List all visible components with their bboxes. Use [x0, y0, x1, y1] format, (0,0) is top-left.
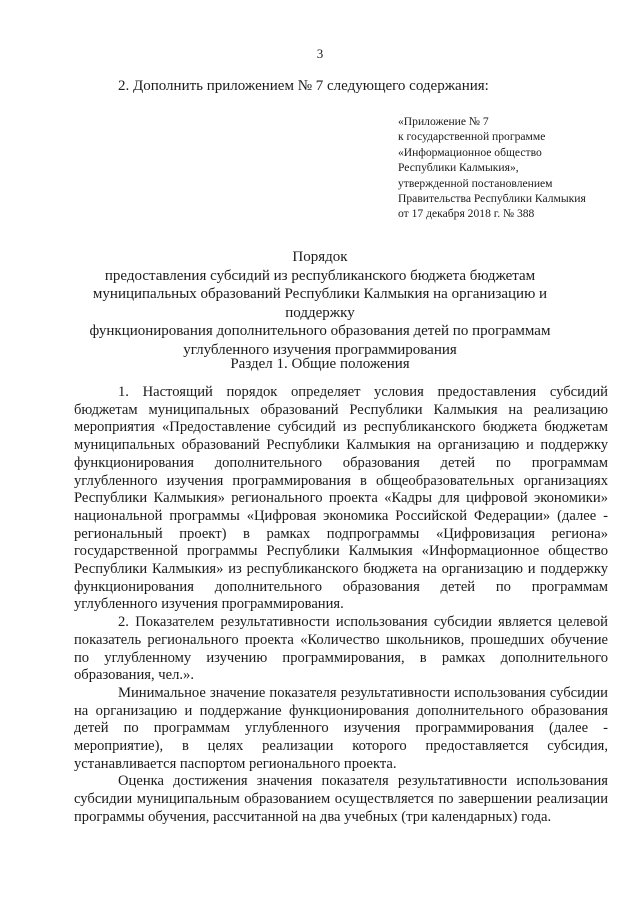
paragraph-2: 2. Показателем результативности использования субсидии является целевой показатель регионального проекта «Количество школьников, прошедших обучение по углубленному изучению программирования, в рамках дополнительного образования, чел.».: [74, 614, 608, 684]
annex-line: утвержденной постановлением: [398, 176, 553, 190]
annex-line: «Приложение № 7: [398, 115, 489, 128]
document-title-block: [60, 248, 580, 359]
page-number: 3: [316, 46, 324, 61]
annex-line: к государственной программе: [398, 130, 546, 144]
document-subtitle-line: предоставления субсидий из республиканского бюджета бюджетам: [104, 267, 536, 284]
document-subtitle-line: углубленного изучения программирования: [183, 341, 457, 358]
paragraph-4: Оценка достижения значения показателя результативности использования субсидии муниципальным образованием осуществляется по завершении реализации программы обучения, рассчитанной на два учебных (три календарных) года.: [74, 773, 608, 825]
body-text: [74, 384, 608, 827]
annex-line: «Информационное общество: [398, 145, 542, 159]
document-title: Порядок: [292, 249, 348, 265]
document-subtitle-line: муниципальных образований Республики Калмыкия на организацию и поддержку: [92, 286, 548, 321]
annex-header: [398, 114, 586, 222]
section-title: Раздел 1. Общие положения: [230, 356, 410, 372]
annex-line: от 17 декабря 2018 г. № 388: [398, 207, 535, 221]
paragraph-3: Минимальное значение показателя результативности использования субсидии на организацию и поддержание функционирования дополнительного образования детей по программам углубленного изучения программирования (далее - мероприятие), в целях реализации которого предоставляется субсидия, устанавливается паспортом регионального проекта.: [74, 684, 608, 772]
annex-line: Республики Калмыкия»,: [398, 161, 519, 175]
annex-line: Правительства Республики Калмыкия: [398, 192, 586, 206]
amendment-line: 2. Дополнить приложением № 7 следующего содержания:: [118, 78, 489, 94]
document-subtitle-line: функционирования дополнительного образования детей по программам: [89, 323, 551, 339]
paragraph-1: 1. Настоящий порядок определяет условия предоставления субсидий бюджетам муниципальных образований Республики Калмыкия на реализацию мероприятия «Предоставление субсидий из республиканского бюджета бюджетам муниципальных образований Республики Калмыкия на организацию и поддержку функционирования дополнительного образования детей по программам углубленного изучения программирования в общеобразовательных организациях Республики Калмыкия» регионального проекта «Кадры для цифровой экономики» национальной программы «Цифровая экономика Российской Федерации» (далее - региональный проект) в рамках подпрограммы «Цифровизация региона» государственной программы Республики Калмыкия «Информационное общество Республики Калмыкия» из республиканского бюджета на организацию и поддержку функционирования дополнительного образования детей по программам углубленного изучения программирования.: [74, 384, 608, 613]
